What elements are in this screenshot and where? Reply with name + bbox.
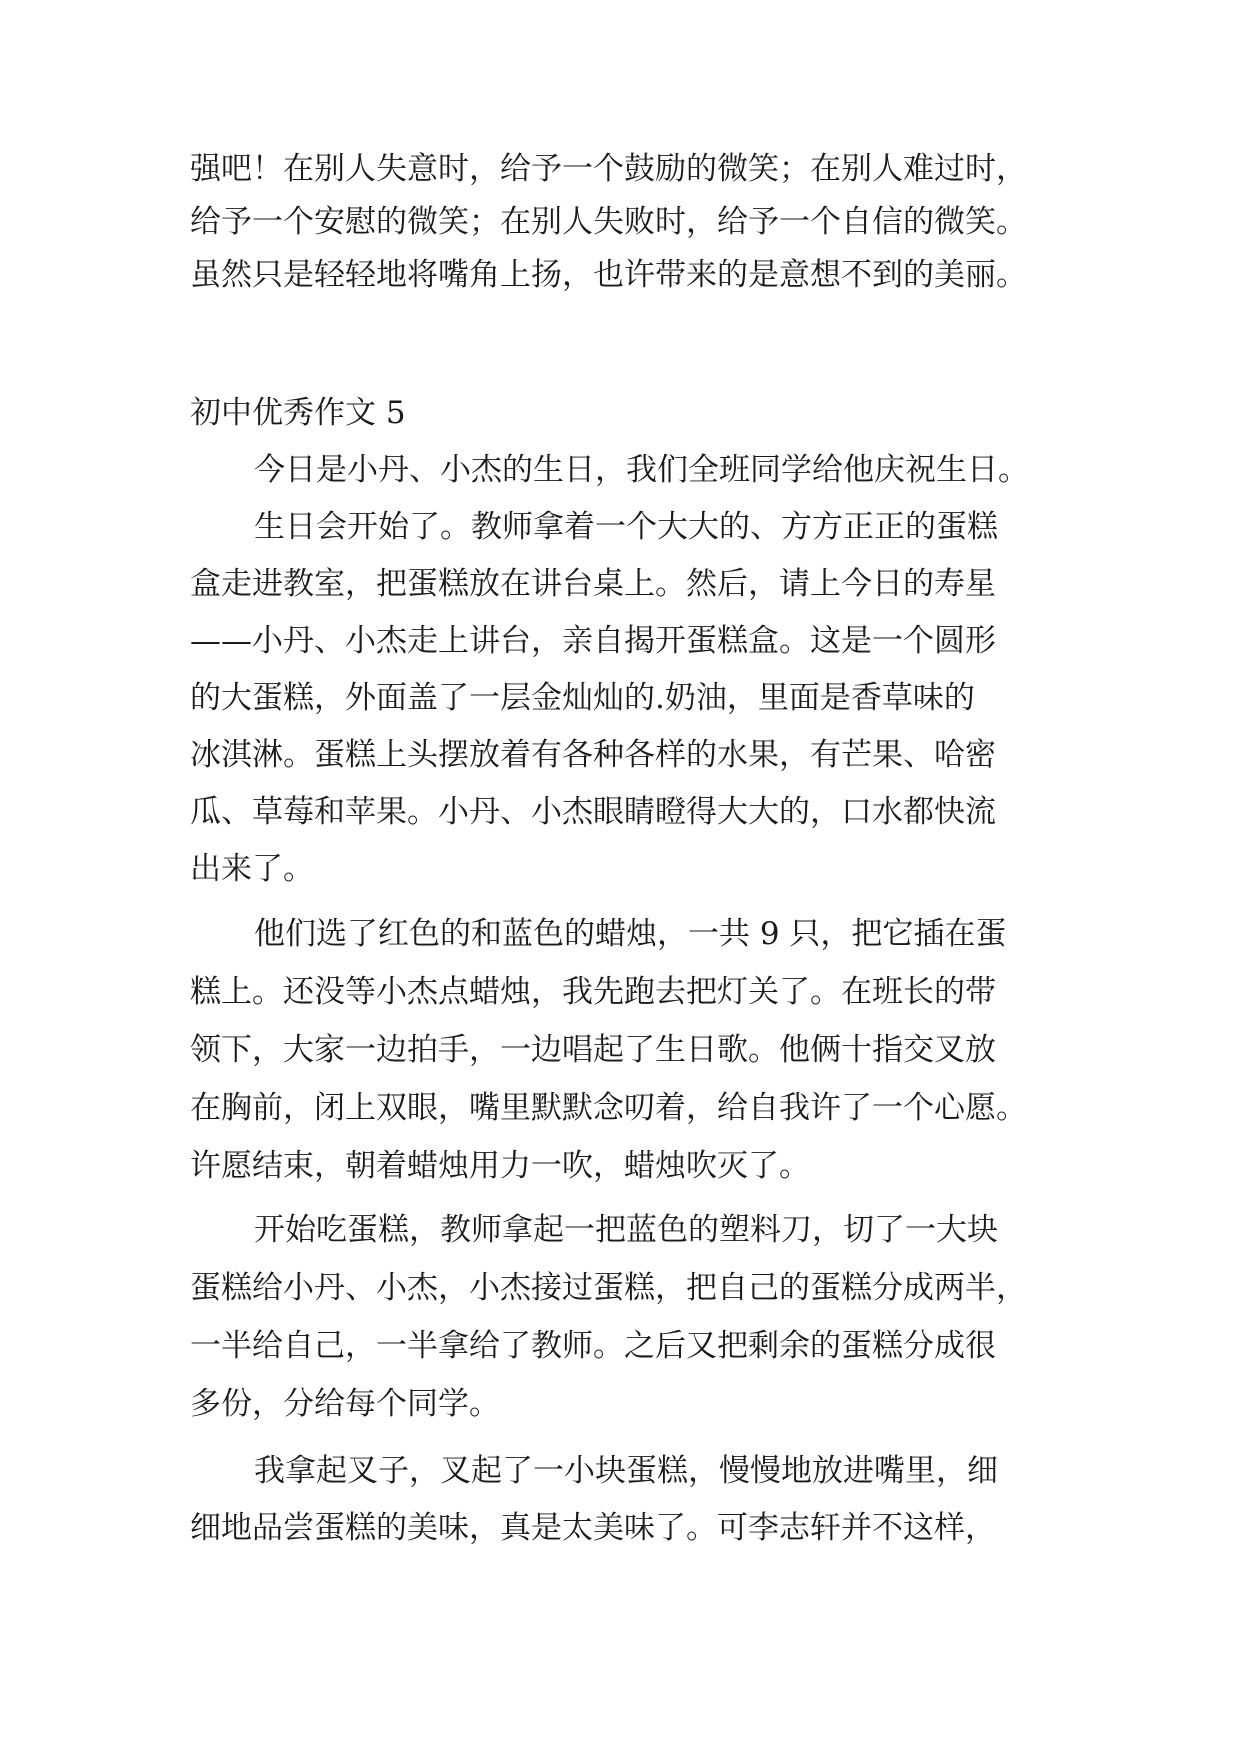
text-line: 强吧！在别人失意时，给予一个鼓励的微笑；在别人难过时， — [190, 151, 1027, 187]
text-line: 虽然只是轻轻地将嘴角上扬，也许带来的是意想不到的美丽。 — [190, 257, 1027, 293]
text-line: 盒走进教室，把蛋糕放在讲台桌上。然后，请上今日的寿星 — [190, 566, 996, 602]
text-line: 冰淇淋。蛋糕上头摆放着有各种各样的水果，有芒果、哈密 — [190, 737, 996, 773]
text-line: 出来了。 — [190, 851, 314, 887]
text-line: 多份，分给每个同学。 — [190, 1386, 500, 1422]
section-heading: 初中优秀作文 5 — [190, 395, 406, 431]
text-line: ——小丹、小杰走上讲台，亲自揭开蛋糕盒。这是一个圆形 — [190, 623, 996, 659]
text-line: 一半给自己，一半拿给了教师。之后又把剩余的蛋糕分成很 — [190, 1328, 996, 1364]
text-line: 的大蛋糕，外面盖了一层金灿灿的.奶油，里面是香草味的 — [190, 680, 975, 716]
text-line: 瓜、草莓和苹果。小丹、小杰眼睛瞪得大大的，口水都快流 — [190, 794, 996, 830]
text-line: 我拿起叉子，叉起了一小块蛋糕，慢慢地放进嘴里，细 — [254, 1453, 998, 1489]
text-line: 领下，大家一边拍手，一边唱起了生日歌。他俩十指交叉放 — [190, 1032, 996, 1068]
text-line: 糕上。还没等小杰点蜡烛，我先跑去把灯关了。在班长的带 — [190, 974, 996, 1010]
text-line: 给予一个安慰的微笑；在别人失败时，给予一个自信的微笑。 — [190, 204, 1027, 240]
text-line: 在胸前，闭上双眼，嘴里默默念叨着，给自我许了一个心愿。 — [190, 1090, 1027, 1126]
text-line: 细地品尝蛋糕的美味，真是太美味了。可李志轩并不这样， — [190, 1510, 996, 1546]
text-line: 今日是小丹、小杰的生日，我们全班同学给他庆祝生日。 — [254, 452, 1029, 488]
text-line: 生日会开始了。教师拿着一个大大的、方方正正的蛋糕 — [254, 509, 998, 545]
text-line: 许愿结束，朝着蜡烛用力一吹，蜡烛吹灭了。 — [190, 1148, 810, 1184]
text-line: 蛋糕给小丹、小杰，小杰接过蛋糕，把自己的蛋糕分成两半， — [190, 1270, 1027, 1306]
text-line: 他们选了红色的和蓝色的蜡烛，一共 9 只，把它插在蛋 — [254, 916, 1007, 952]
text-line: 开始吃蛋糕，教师拿起一把蓝色的塑料刀，切了一大块 — [254, 1212, 998, 1248]
